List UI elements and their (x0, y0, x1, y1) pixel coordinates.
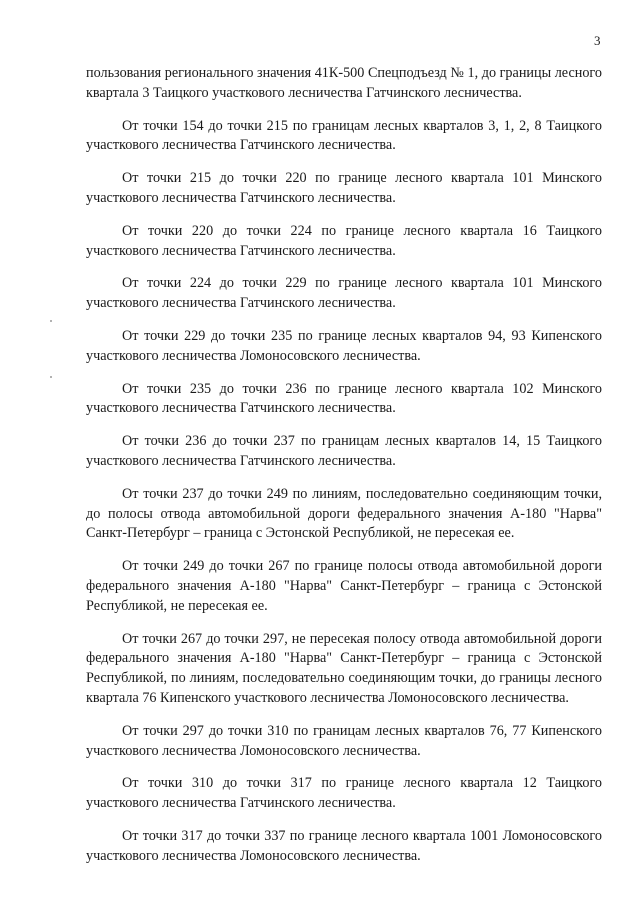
paragraph: От точки 224 до точки 229 по границе лесного квартала 101 Минского участкового лесничества Гатчинского лесничества. (86, 275, 602, 312)
paragraph: От точки 267 до точки 297, не пересекая полосу отвода автомобильной дороги федерального значения А-180 "Нарва" Санкт-Петербург – граница с Эстонской Республикой, по линиям, последовательно соединяющим точки, до границы лесного квартала 76 Кипенского участкового лесничества Ломоносовского лесничества. (86, 630, 602, 706)
paragraph: От точки 310 до точки 317 по границе лесного квартала 12 Таицкого участкового лесничества Гатчинского лесничества. (86, 775, 602, 812)
page-number: 3 (594, 33, 601, 48)
paragraph: От точки 297 до точки 310 по границам лесных кварталов 76, 77 Кипенского участкового лесничества Ломоносовского лесничества. (86, 722, 602, 759)
paragraph: От точки 317 до точки 337 по границе лесного квартала 1001 Ломоносовского участкового лесничества Ломоносовского лесничества. (86, 827, 602, 864)
paragraph: От точки 249 до точки 267 по границе полосы отвода автомобильной дороги федерального значения А-180 "Нарва" Санкт-Петербург – граница с Эстонской Республикой, не пересекая ее. (86, 558, 602, 614)
scan-speck (50, 320, 52, 322)
paragraph: От точки 235 до точки 236 по границе лесного квартала 102 Минского участкового лесничества Гатчинского лесничества. (86, 380, 602, 417)
paragraph: От точки 154 до точки 215 по границам лесных кварталов 3, 1, 2, 8 Таицкого участкового лесничества Гатчинского лесничества. (86, 117, 602, 154)
scan-speck (50, 376, 52, 378)
paragraph: От точки 236 до точки 237 по границам лесных кварталов 14, 15 Таицкого участкового лесничества Гатчинского лесничества. (86, 433, 602, 469)
paragraph: От точки 215 до точки 220 по границе лесного квартала 101 Минского участкового лесничества Гатчинского лесничества. (86, 170, 602, 206)
paragraph: От точки 229 до точки 235 по границе лесных кварталов 94, 93 Кипенского участкового лесничества Ломоносовского лесничества. (86, 327, 602, 364)
paragraph: От точки 220 до точки 224 по границе лесного квартала 16 Таицкого участкового лесничества Гатчинского лесничества. (86, 222, 602, 259)
document-body (86, 64, 602, 867)
paragraph: От точки 237 до точки 249 по линиям, последовательно соединяющим точки, до полосы отвода автомобильной дороги федерального значения А-180 "Нарва" Санкт-Петербург – граница с Эстонской Республикой, не пересекая ее. (86, 485, 602, 542)
paragraph: пользования регионального значения 41К-500 Спецподъезд № 1, до границы лесного квартала 3 Таицкого участкового лесничества Гатчинского лесничества. (86, 65, 602, 101)
